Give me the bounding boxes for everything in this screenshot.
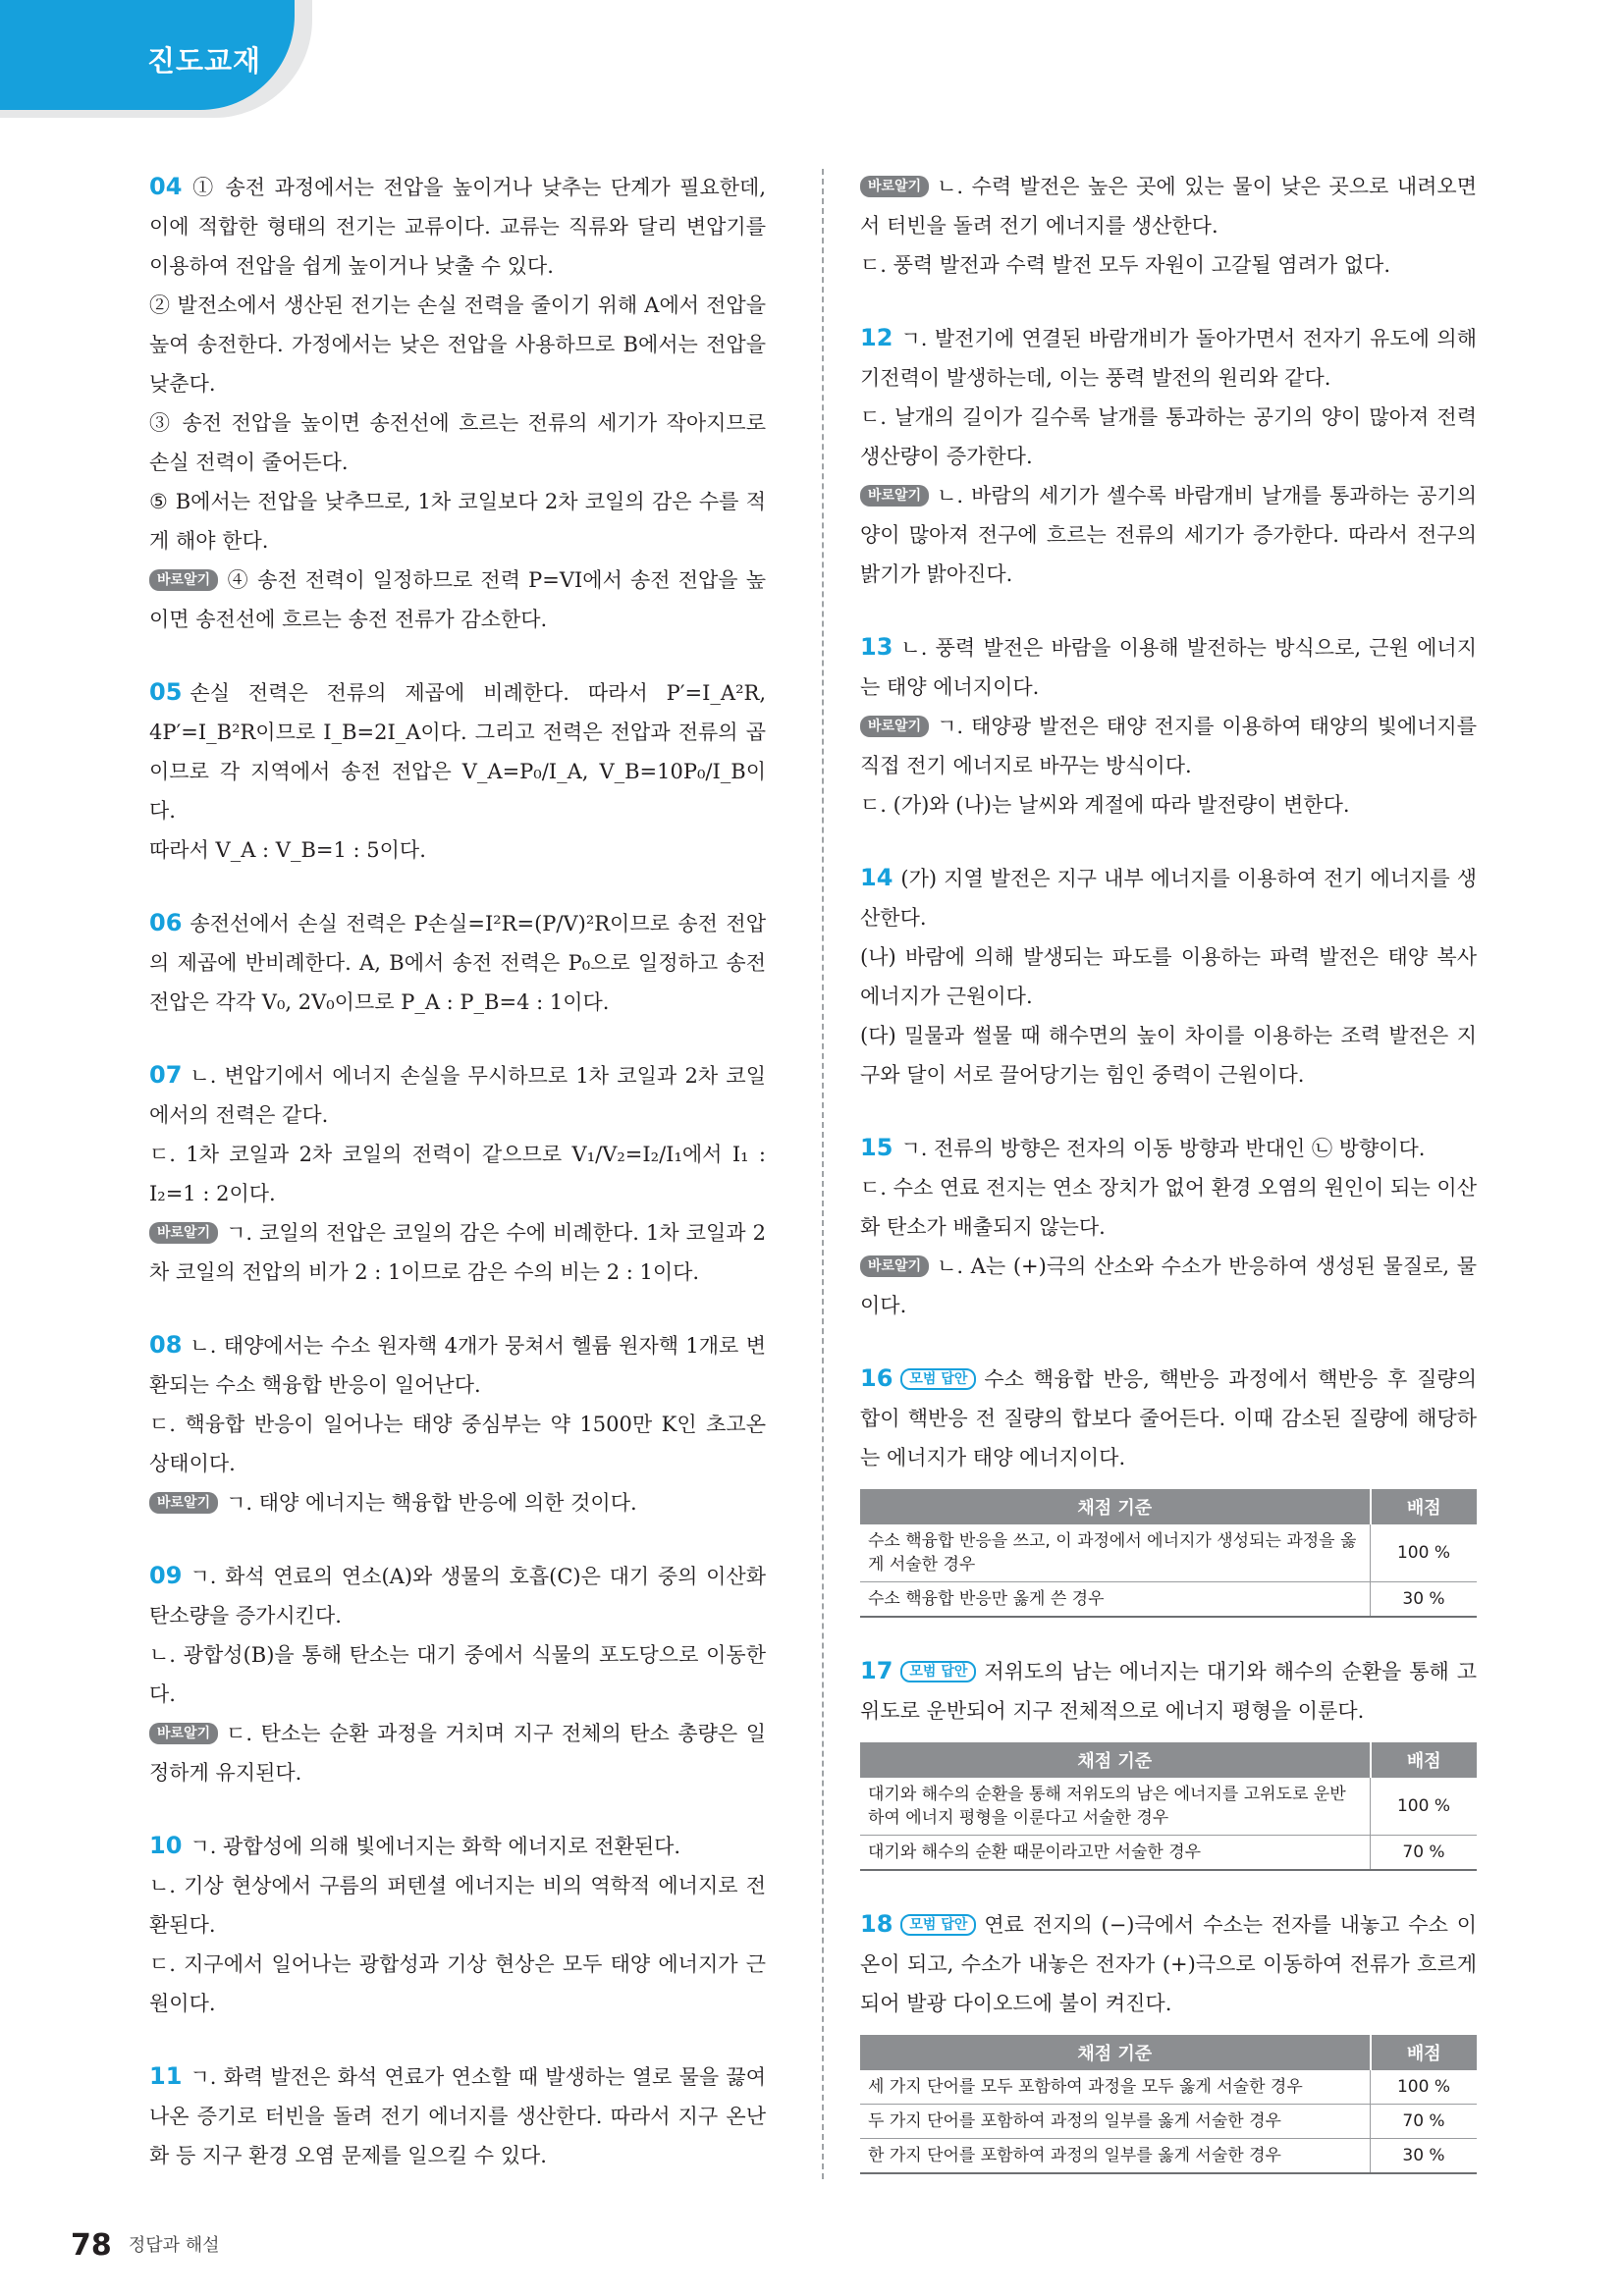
answer-paragraph	[860, 627, 1477, 707]
points-cell: 100 %	[1371, 2070, 1478, 2105]
check-badge: 바로알기	[860, 485, 929, 507]
check-badge: 바로알기	[149, 1222, 218, 1244]
answer-paragraph	[860, 318, 1477, 398]
paragraph-text: ㄴ. 수력 발전은 높은 곳에 있는 물이 낮은 곳으로 내려오면서 터빈을 돌려 전기 에너지를 생산한다.	[860, 175, 1477, 238]
scoring-table-header	[860, 2035, 1477, 2070]
paragraph-text: ㄱ. 화석 연료의 연소(A)와 생물의 호흡(C)은 대기 중의 이산화 탄소량을 증가시킨다.	[149, 1565, 766, 1628]
answer-paragraph	[860, 1651, 1477, 1731]
answer-entry	[149, 1556, 766, 1792]
answer-paragraph	[860, 245, 1477, 285]
paragraph-text: ㄴ. 바람의 세기가 셀수록 바람개비 날개를 통과하는 공기의 양이 많아져 전구에 흐르는 전류의 세기가 증가한다. 따라서 전구의 밝기가 밝아진다.	[860, 484, 1477, 586]
question-number: 07	[149, 1061, 183, 1089]
check-badge: 바로알기	[149, 1723, 218, 1744]
answer-paragraph	[149, 1826, 766, 1866]
section-tab-label: 진도교재	[147, 44, 262, 78]
paragraph-text: ② 발전소에서 생산된 전기는 손실 전력을 줄이기 위해 A에서 전압을 높여 송전한다. 가정에서는 낮은 전압을 사용하므로 B에서는 전압을 낮춘다.	[149, 294, 766, 396]
points-cell: 100 %	[1371, 1524, 1478, 1582]
criteria-cell: 세 가지 단어를 모두 포함하여 과정을 모두 옳게 서술한 경우	[860, 2070, 1371, 2105]
check-badge: 바로알기	[860, 176, 929, 197]
answer-paragraph	[860, 1904, 1477, 2023]
answer-paragraph	[860, 167, 1477, 245]
paragraph-text: ㄷ. 핵융합 반응이 일어나는 태양 중심부는 약 1500만 K인 초고온 상태이다.	[149, 1413, 766, 1475]
answer-paragraph	[860, 858, 1477, 937]
answer-paragraph	[149, 1945, 766, 2023]
answer-paragraph	[860, 707, 1477, 785]
answer-paragraph	[149, 482, 766, 561]
paragraph-text: 송전선에서 손실 전력은 P손실=I²R=(P/V)²R이므로 송전 전압의 제곱에 반비례한다. A, B에서 송전 전력은 P₀으로 일정하고 송전 전압은 각각 V₀, 2V₀이므로 P_A : P_B=4 : 1이다.	[149, 912, 766, 1014]
question-number: 12	[860, 324, 893, 351]
scoring-table-header	[860, 1489, 1477, 1524]
scoring-row	[860, 2105, 1477, 2139]
page-number: 78	[71, 2228, 112, 2263]
question-number: 16	[860, 1364, 893, 1392]
column-divider	[822, 169, 824, 2179]
scoring-table	[860, 2035, 1477, 2174]
answer-paragraph	[149, 286, 766, 403]
points-header: 배점	[1371, 2035, 1478, 2070]
paragraph-text: ㄱ. 코일의 전압은 코일의 감은 수에 비례한다. 1차 코일과 2차 코일의 전압의 비가 2 : 1이므로 감은 수의 비는 2 : 1이다.	[149, 1221, 766, 1284]
paragraph-text: ③ 송전 전압을 높이면 송전선에 흐르는 전류의 세기가 작아지므로 손실 전력이 줄어든다.	[149, 411, 766, 474]
scoring-table	[860, 1742, 1477, 1871]
paragraph-text: 수소 핵융합 반응, 핵반응 과정에서 핵반응 후 질량의 합이 핵반응 전 질량의 합보다 줄어든다. 이때 감소된 질량에 해당하는 에너지가 태양 에너지이다.	[860, 1367, 1477, 1469]
criteria-cell: 수소 핵융합 반응을 쓰고, 이 과정에서 에너지가 생성되는 과정을 옳게 서술한 경우	[860, 1524, 1371, 1582]
question-number: 05	[149, 678, 183, 706]
answer-paragraph	[149, 1556, 766, 1635]
answer-paragraph	[149, 1055, 766, 1135]
paragraph-text: ㄷ. 날개의 길이가 길수록 날개를 통과하는 공기의 양이 많아져 전력 생산량이 증가한다.	[860, 405, 1477, 468]
answer-paragraph	[149, 1213, 766, 1292]
answer-paragraph	[149, 1325, 766, 1405]
answer-paragraph	[149, 1135, 766, 1213]
answer-paragraph	[149, 1635, 766, 1714]
question-number: 06	[149, 909, 183, 936]
answer-paragraph	[149, 561, 766, 639]
points-header: 배점	[1371, 1742, 1478, 1778]
paragraph-text: ⑤ B에서는 전압을 낮추므로, 1차 코일보다 2차 코일의 감은 수를 적게 해야 한다.	[149, 490, 766, 553]
question-number: 08	[149, 1331, 183, 1359]
scoring-row	[860, 1524, 1477, 1582]
check-badge: 바로알기	[149, 1492, 218, 1514]
answer-paragraph	[860, 1016, 1477, 1095]
criteria-header: 채점 기준	[860, 1742, 1371, 1778]
answer-entry	[860, 1651, 1477, 1871]
answer-paragraph	[860, 1128, 1477, 1168]
answer-entry	[860, 627, 1477, 825]
answer-paragraph	[149, 167, 766, 286]
scoring-table-header	[860, 1742, 1477, 1778]
criteria-header: 채점 기준	[860, 2035, 1371, 2070]
model-answer-badge: 모범 답안	[900, 1914, 976, 1936]
points-cell: 30 %	[1371, 2139, 1478, 2174]
paragraph-text: ㄱ. 태양광 발전은 태양 전지를 이용하여 태양의 빛에너지를 직접 전기 에너지로 바꾸는 방식이다.	[860, 715, 1477, 777]
answer-paragraph	[149, 1483, 766, 1522]
paragraph-text: 저위도의 남는 에너지는 대기와 해수의 순환을 통해 고위도로 운반되어 지구 전체적으로 에너지 평형을 이룬다.	[860, 1660, 1477, 1723]
question-number: 11	[149, 2062, 183, 2090]
scoring-table	[860, 1489, 1477, 1618]
paragraph-text: ㄱ. 전류의 방향은 전자의 이동 방향과 반대인 ㉡ 방향이다.	[900, 1137, 1426, 1160]
paragraph-text: 따라서 V_A : V_B=1 : 5이다.	[149, 838, 426, 862]
criteria-cell: 대기와 해수의 순환을 통해 저위도의 남은 에너지를 고위도로 운반하여 에너지 평형을 이룬다고 서술한 경우	[860, 1778, 1371, 1836]
scoring-row	[860, 1836, 1477, 1871]
answer-paragraph	[860, 785, 1477, 825]
answer-paragraph	[149, 1405, 766, 1483]
answer-entry	[860, 858, 1477, 1095]
paragraph-text: ㄴ. 기상 현상에서 구름의 퍼텐셜 에너지는 비의 역학적 에너지로 전환된다.	[149, 1874, 766, 1937]
answer-paragraph	[149, 2056, 766, 2175]
paragraph-text: ㄴ. 광합성(B)을 통해 탄소는 대기 중에서 식물의 포도당으로 이동한다.	[149, 1643, 766, 1706]
answer-paragraph	[149, 1866, 766, 1945]
scoring-row	[860, 2139, 1477, 2174]
paragraph-text: ㄷ. 탄소는 순환 과정을 거치며 지구 전체의 탄소 총량은 일정하게 유지된다.	[149, 1722, 766, 1785]
scoring-row	[860, 2070, 1477, 2105]
answer-entry	[149, 903, 766, 1022]
answer-paragraph	[149, 830, 766, 870]
points-cell: 30 %	[1371, 1582, 1478, 1618]
question-number: 15	[860, 1134, 893, 1161]
answer-entry	[149, 1055, 766, 1292]
answer-paragraph	[149, 403, 766, 482]
paragraph-text: ㄷ. 지구에서 일어나는 광합성과 기상 현상은 모두 태양 에너지가 근원이다.	[149, 1952, 766, 2015]
section-tab	[0, 0, 295, 110]
criteria-cell: 대기와 해수의 순환 때문이라고만 서술한 경우	[860, 1836, 1371, 1871]
answer-entry	[860, 318, 1477, 594]
check-badge: 바로알기	[860, 1255, 929, 1277]
answer-paragraph	[860, 476, 1477, 594]
check-badge: 바로알기	[149, 569, 218, 591]
paragraph-text: ㄴ. 변압기에서 에너지 손실을 무시하므로 1차 코일과 2차 코일에서의 전력은 같다.	[149, 1064, 766, 1127]
answer-entry	[149, 167, 766, 639]
paragraph-text: ㄱ. 화력 발전은 화석 연료가 연소할 때 발생하는 열로 물을 끓여 나온 증기로 터빈을 돌려 전기 에너지를 생산한다. 따라서 지구 온난화 등 지구 환경 오염 문제를 일으킬 수 있다.	[149, 2065, 766, 2167]
answer-paragraph	[149, 672, 766, 830]
paragraph-text: ㄷ. 1차 코일과 2차 코일의 전력이 같으므로 V₁/V₂=I₂/I₁에서 I₁ : I₂=1 : 2이다.	[149, 1143, 766, 1205]
paragraph-text: 손실 전력은 전류의 제곱에 비례한다. 따라서 P′=I_A²R, 4P′=I_B²R이므로 I_B=2I_A이다. 그리고 전력은 전압과 전류의 곱이므로 각 지역에서 송전 전압은 V_A=P₀/I_A, V_B=10P₀/I_B이다.	[149, 681, 766, 823]
paragraph-text: ④ 송전 전력이 일정하므로 전력 P=VI에서 송전 전압을 높이면 송전선에 흐르는 송전 전류가 감소한다.	[149, 568, 766, 631]
answer-entry	[860, 1904, 1477, 2174]
question-number: 14	[860, 864, 893, 891]
answer-paragraph	[860, 1359, 1477, 1477]
paragraph-text: ㄷ. 풍력 발전과 수력 발전 모두 자원이 고갈될 염려가 없다.	[860, 253, 1391, 277]
answer-entry	[860, 167, 1477, 285]
question-number: 10	[149, 1832, 183, 1859]
points-cell: 70 %	[1371, 2105, 1478, 2139]
question-number: 18	[860, 1910, 893, 1938]
paragraph-text: ㄱ. 발전기에 연결된 바람개비가 돌아가면서 전자기 유도에 의해 기전력이 발생하는데, 이는 풍력 발전의 원리와 같다.	[860, 327, 1477, 390]
criteria-header: 채점 기준	[860, 1489, 1371, 1524]
page-footer	[71, 2228, 220, 2263]
paragraph-text: ㄷ. (가)와 (나)는 날씨와 계절에 따라 발전량이 변한다.	[860, 793, 1350, 817]
paragraph-text: ㄴ. 풍력 발전은 바람을 이용해 발전하는 방식으로, 근원 에너지는 태양 에너지이다.	[860, 636, 1477, 699]
paragraph-text: ㄴ. A는 (+)극의 산소와 수소가 반응하여 생성된 물질로, 물이다.	[860, 1255, 1477, 1317]
paragraph-text: ㄷ. 수소 연료 전지는 연소 장치가 없어 환경 오염의 원인이 되는 이산화 탄소가 배출되지 않는다.	[860, 1176, 1477, 1239]
right-column	[860, 167, 1477, 2208]
footer-label: 정답과 해설	[128, 2235, 220, 2256]
points-cell: 70 %	[1371, 1836, 1478, 1871]
answer-paragraph	[860, 1168, 1477, 1247]
points-cell: 100 %	[1371, 1778, 1478, 1836]
question-number: 09	[149, 1562, 183, 1589]
check-badge: 바로알기	[860, 716, 929, 737]
paragraph-text: ㄴ. 태양에서는 수소 원자핵 4개가 뭉쳐서 헬륨 원자핵 1개로 변환되는 수소 핵융합 반응이 일어난다.	[149, 1334, 766, 1397]
paragraph-text: (가) 지열 발전은 지구 내부 에너지를 이용하여 전기 에너지를 생산한다.	[860, 867, 1477, 930]
left-column	[149, 167, 766, 2209]
points-header: 배점	[1371, 1489, 1478, 1524]
answer-entry	[149, 672, 766, 870]
scoring-row	[860, 1778, 1477, 1836]
question-number: 17	[860, 1657, 893, 1684]
model-answer-badge: 모범 답안	[900, 1661, 976, 1682]
criteria-cell: 한 가지 단어를 포함하여 과정의 일부를 옳게 서술한 경우	[860, 2139, 1371, 2174]
answer-paragraph	[860, 937, 1477, 1016]
answer-paragraph	[149, 903, 766, 1022]
answer-entry	[149, 1826, 766, 2023]
answer-paragraph	[860, 1247, 1477, 1325]
question-number: 04	[149, 173, 183, 200]
answer-entry	[860, 1128, 1477, 1325]
paragraph-text: ① 송전 과정에서는 전압을 높이거나 낮추는 단계가 필요한데, 이에 적합한 형태의 전기는 교류이다. 교류는 직류와 달리 변압기를 이용하여 전압을 쉽게 높이거나 낮출 수 있다.	[149, 176, 766, 278]
answer-entry	[149, 2056, 766, 2175]
answer-entry	[860, 1359, 1477, 1618]
paragraph-text: (다) 밀물과 썰물 때 해수면의 높이 차이를 이용하는 조력 발전은 지구와 달이 서로 끌어당기는 힘인 중력이 근원이다.	[860, 1024, 1477, 1087]
paragraph-text: ㄱ. 태양 에너지는 핵융합 반응에 의한 것이다.	[226, 1491, 637, 1515]
paragraph-text: (나) 바람에 의해 발생되는 파도를 이용하는 파력 발전은 태양 복사 에너지가 근원이다.	[860, 945, 1477, 1008]
criteria-cell: 두 가지 단어를 포함하여 과정의 일부를 옳게 서술한 경우	[860, 2105, 1371, 2139]
model-answer-badge: 모범 답안	[900, 1368, 976, 1390]
answer-paragraph	[149, 1714, 766, 1792]
criteria-cell: 수소 핵융합 반응만 옳게 쓴 경우	[860, 1582, 1371, 1618]
answer-entry	[149, 1325, 766, 1522]
question-number: 13	[860, 633, 893, 661]
scoring-row	[860, 1582, 1477, 1618]
paragraph-text: 연료 전지의 (−)극에서 수소는 전자를 내놓고 수소 이온이 되고, 수소가 내놓은 전자가 (+)극으로 이동하여 전류가 흐르게 되어 발광 다이오드에 불이 켜진다.	[860, 1913, 1477, 2015]
answer-paragraph	[860, 398, 1477, 476]
paragraph-text: ㄱ. 광합성에 의해 빛에너지는 화학 에너지로 전환된다.	[189, 1835, 681, 1858]
